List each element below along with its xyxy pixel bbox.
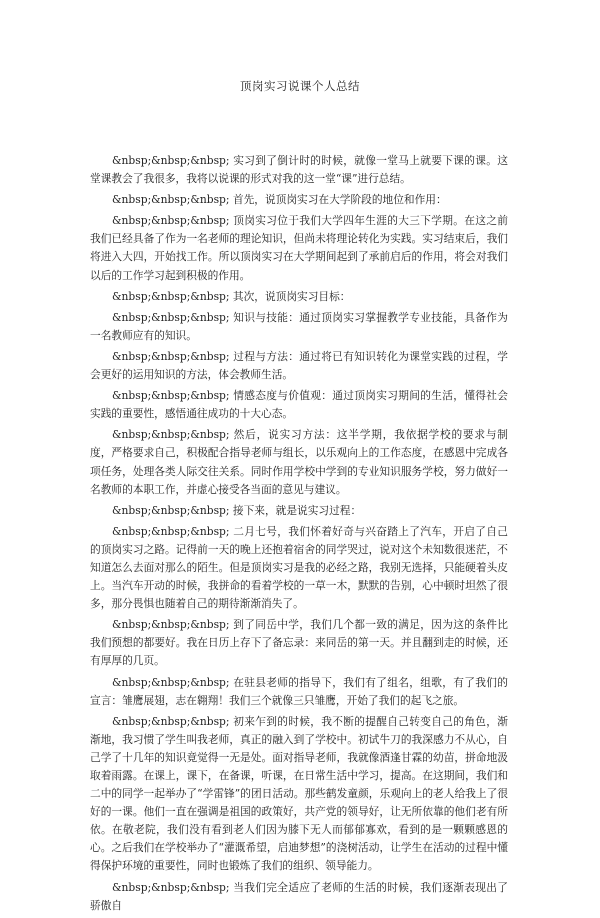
paragraph: &nbsp;&nbsp;&nbsp; 实习到了倒计时的时候，就像一堂马上就要下课的课。这堂课教会了我很多，我将以说课的形式对我的这一堂“课”进行总结。 (90, 154, 508, 186)
paragraph: &nbsp;&nbsp;&nbsp; 其次，说顶岗实习目标： (112, 289, 351, 303)
paragraph: &nbsp;&nbsp;&nbsp; 情感态度与价值观：通过顶岗实习期间的生活，懂得社会实践的重要性，感悟通往成功的十大心态。 (90, 389, 508, 421)
paragraph: &nbsp;&nbsp;&nbsp; 到了同岳中学，我们几个都一致的满足，因为这的条件比我们预想的都要好。我在日历上存下了备忘录：来同岳的第一天。并且翻到走的时候，还有厚厚的几页。 (90, 618, 508, 668)
document-title: 顶岗实习说课个人总结 (240, 79, 360, 93)
paragraph: &nbsp;&nbsp;&nbsp; 在驻县老师的指导下，我们有了组名，组歌，有了我们的宣言：雏鹰展翅，志在翱翔！我们三个就像三只雏鹰，开始了我们的起飞之旅。 (90, 675, 508, 707)
document-body (90, 152, 508, 918)
paragraph: &nbsp;&nbsp;&nbsp; 顶岗实习位于我们大学四年生涯的大三下学期。在这之前我们已经具备了作为一名老师的理论知识，但尚未将理论转化为实践。实习结束后，我们将进入大四，开始找工作。所以顶岗实习在大学期间起到了承前启后的作用，将会对我们以后的工作学习起到积极的作用。 (90, 214, 508, 282)
paragraph: &nbsp;&nbsp;&nbsp; 过程与方法：通过将已有知识转化为课堂实践的过程，学会更好的运用知识的方法，体会教师生活。 (90, 349, 508, 382)
paragraph: &nbsp;&nbsp;&nbsp; 当我们完全适应了老师的生活的时候，我们逐渐表现出了骄傲自 (90, 880, 508, 912)
paragraph: &nbsp;&nbsp;&nbsp; 接下来，就是说实习过程： (112, 503, 362, 517)
paragraph: &nbsp;&nbsp;&nbsp; 首先，说顶岗实习在大学阶段的地位和作用： (112, 193, 447, 207)
paragraph: &nbsp;&nbsp;&nbsp; 初来乍到的时候，我不断的提醒自己转变自己的角色，渐渐地，我习惯了学生叫我老师，真正的融入到了学校中。初试牛刀的我深感力不从心，自己学了十几年的知识竟觉得一无是处。面对指导老师，我就像酒逢甘霖的幼苗，拼命地汲取着雨露。在课上，课下，在备课，听课，在日常生活中学习，提高。在这期间，我们和二中的同学一起举办了“学雷锋”的团日活动。那些鹤发童颜，乐观向上的老人给我上了很好的一课。他们一直在强调是祖国的政策好，共产党的领导好，让无所依靠的他们老有所依。在敬老院，我们没有看到老人们因为膝下无人而郁郁寡欢，看到的是一颗颗感恩的心。之后我们在学校举办了“灌溉希望，启迪梦想”的浇树活动，让学生在活动的过程中懂得保护环境的重要性，同时也锻炼了我们的组织、领导能力。 (90, 714, 508, 873)
paragraph: &nbsp;&nbsp;&nbsp; 二月七号，我们怀着好奇与兴奋踏上了汽车，开启了自己的顶岗实习之路。记得前一天的晚上还抱着宿舍的同学哭过，说对这个未知数很迷茫，不知道怎么去面对那么的陌生。但是顶岗实习是我的必经之路，我别无选择，只能硬着头皮上。当汽车开动的时候，我拼命的看着学校的一草一木，默默的告别，心中顿时坦然了很多，那分畏惧也随着自己的期待渐渐消失了。 (90, 524, 508, 611)
paragraph: &nbsp;&nbsp;&nbsp; 然后，说实习方法：这半学期，我依据学校的要求与制度，严格要求自己，积极配合指导老师与组长，以乐观向上的工作态度，在感恩中完成各项任务，处理各类人际交往关系。同时作用学校中学到的专业知识服务学校，努力做好一名教师的本职工作，并虚心接受各当面的意见与建议。 (90, 428, 508, 496)
paragraph: &nbsp;&nbsp;&nbsp; 知识与技能：通过顶岗实习掌握教学专业技能，具备作为一名教师应有的知识。 (90, 310, 508, 342)
